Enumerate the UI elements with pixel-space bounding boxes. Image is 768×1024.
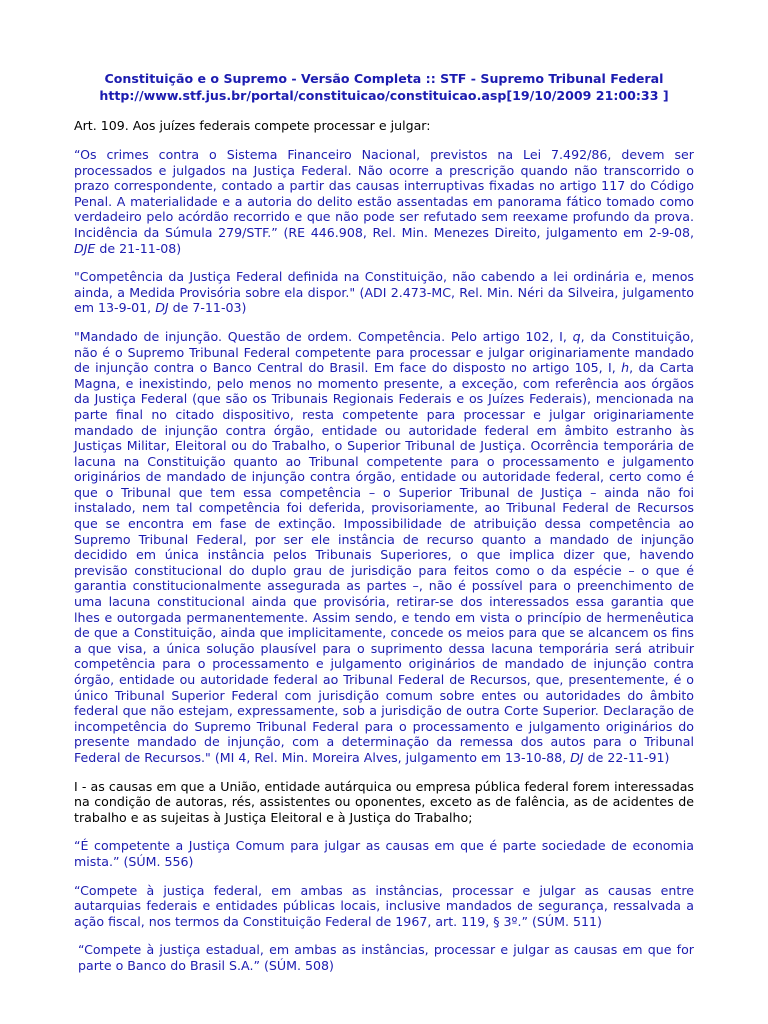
header-source-url[interactable]: http://www.stf.jus.br/portal/constituicao/constituicao.asp[19/10/2009 21:00:33 ] xyxy=(99,88,669,103)
dje-label: DJE xyxy=(74,240,96,256)
article-heading: Art. 109. Aos juízes federais compete processar e julgar: xyxy=(74,118,431,133)
sumula-508: “Compete à justiça estadual, em ambas as instâncias, processar e julgar as causas em que for parte o Banco do Brasil S.A.” (SÚM. 508) xyxy=(78,942,694,973)
jurisprudence-mi-4: "Mandado de injunção. Questão de ordem. Competência. Pelo artigo 102, I, q, da Constituição, não é o Supremo Tribunal Federal competente para processar e julgar originariamente mandado de injunção contra o Banco Central do Brasil. Em face do disposto no artigo 105, I, h, da Carta Magna, e inexistindo, pelo menos no momento presente, a exceção, com referência aos órgãos da Justiça Federal (que são os Tribunais Regionais Federais e os Juízes Federais), mencionada na parte final no citado dispositivo, resta competente para processar e julgar originariamente mandado de injunção contra órgão, entidade ou autoridade federal em âmbito estranho às Justiças Militar, Eleitoral ou do Trabalho, o Superior Tribunal de Justiça. Ocorrência temporária de lacuna na Constituição quanto ao Tribunal competente para o processamento e julgamento originários de mandado de injunção contra órgão, entidade ou autoridade federal, certo como é que o Tribunal que tem essa competência – o Superior Tribunal de Justiça – ainda não foi instalado, nem tal competência foi deferida, provisoriamente, ao Tribunal Federal de Recursos que se encontra em fase de extinção. Impossibilidade de atribuição dessa competência ao Supremo Tribunal Federal, por ser ele instância de recurso quanto a mandado de injunção decidido em única instância pelos Tribunais Superiores, o que implica dizer que, havendo previsão constitucional do duplo grau de jurisdição para feitos como o da espécie – o que é garantia constitucionalmente assegurada as partes –, não é possível para o preenchimento de uma lacuna constitucional ainda que provisória, retirar-se dos interessados essa garantia que lhes e outorgada permanentemente. Assim sendo, e tendo em vista o princípio de hermenêutica de que a Constituição, ainda que implicitamente, concede os meios para que se alcancem os fins a que visa, a única solução plausível para o suprimento dessa lacuna temporária será atribuir competência para o processamento e julgamento originários de mandado de injunção contra órgão, entidade ou autoridade federal ao Tribunal Federal de Recursos, que, presentemente, é o único Tribunal Superior Federal com jurisdição comum sobre entes ou autoridades do âmbito federal que não estejam, expressamente, sob a jurisdição de outra Corte Superior. Declaração de incompetência do Supremo Tribunal Federal para o processamento e julgamento originários do presente mandado de injunção, com a determinação da remessa dos autos para o Tribunal Federal de Recursos." (MI 4, Rel. Min. Moreira Alves, julgamento em 13-10-88, DJ de 22-11-91) xyxy=(74,328,694,765)
inciso-i: I - as causas em que a União, entidade autárquica ou empresa pública federal forem interessadas na condição de autoras, rés, assistentes ou oponentes, exceto as de falência, as de acidentes de trabalho e as sujeitas à Justiça Eleitoral e à Justiça do Trabalho; xyxy=(74,778,694,825)
sumula-556: “É competente a Justiça Comum para julgar as causas em que é parte sociedade de economia mista.” (SÚM. 556) xyxy=(74,838,694,869)
dj-label: DJ xyxy=(155,300,169,316)
sumula-511: “Compete à justiça federal, em ambas as instâncias, processar e julgar as causas entre autarquias federais e entidades públicas locais, inclusive mandados de segurança, ressalvada a ação fiscal, nos termos da Constituição Federal de 1967, art. 119, § 3º.” (SÚM. 511) xyxy=(74,882,694,929)
jurisprudence-adi-2473: "Competência da Justiça Federal definida na Constituição, não cabendo a lei ordinária e, menos ainda, a Medida Provisória sobre ela dispor." (ADI 2.473-MC, Rel. Min. Néri da Silveira, julgamento em 13-9-01, DJ de 7-11-03) xyxy=(74,269,694,316)
document-header xyxy=(74,70,694,104)
header-title: Constituição e o Supremo - Versão Completa :: STF - Supremo Tribunal Federal xyxy=(104,71,664,86)
jurisprudence-re-446908: “Os crimes contra o Sistema Financeiro Nacional, previstos na Lei 7.492/86, devem ser processados e julgados na Justiça Federal. Não ocorre a prescrição quando não transcorrido o prazo correspondente, contado a partir das causas interruptivas fixadas no artigo 117 do Código Penal. A materialidade e a autoria do delito estão assentadas em panorama fático tomado como verdadeiro pelo acórdão recorrido e que não pode ser refutado sem reexame profundo da prova. Incidência da Súmula 279/STF.” (RE 446.908, Rel. Min. Menezes Direito, julgamento em 2-9-08, DJE de 21-11-08) xyxy=(74,147,694,256)
dj-label: DJ xyxy=(570,749,584,765)
